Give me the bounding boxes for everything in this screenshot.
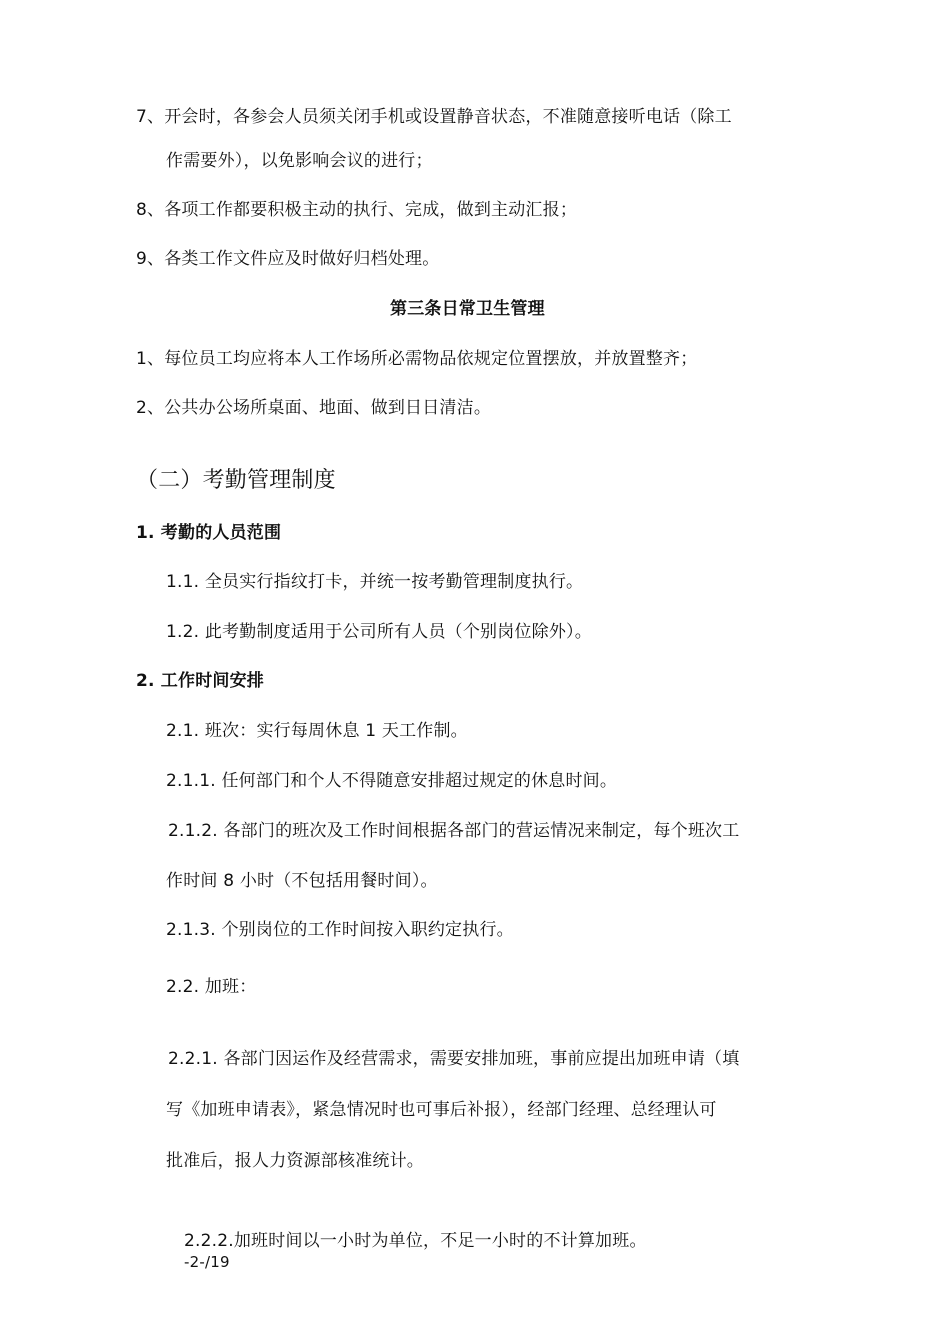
attendance-heading: （二）考勤管理制度 (136, 468, 336, 493)
clause-2-1-1: 2.1.1. 任何部门和个人不得随意安排超过规定的休息时间。 (166, 771, 618, 791)
section-2-title: 2. 工作时间安排 (136, 671, 265, 691)
clause-2-1-3: 2.1.3. 个别岗位的工作时间按入职约定执行。 (166, 920, 514, 940)
article-3-item-1: 1、每位员工均应将本人工作场所必需物品依规定位置摆放，并放置整齐； (136, 349, 698, 369)
item-7-line-1: 7、开会时，各参会人员须关闭手机或设置静音状态，不准随意接听电话（除工 (136, 107, 732, 127)
item-8: 8、各项工作都要积极主动的执行、完成，做到主动汇报； (136, 200, 578, 220)
page-number: -2-/19 (184, 1253, 230, 1271)
article-3-item-2: 2、公共办公场所桌面、地面、做到日日清洁。 (136, 398, 492, 418)
clause-2-2-1-line-1: 2.2.1. 各部门因运作及经营需求，需要安排加班，事前应提出加班申请（填 (168, 1049, 740, 1069)
clause-2-1-2-line-1: 2.1.2. 各部门的班次及工作时间根据各部门的营运情况来制定，每个班次工 (168, 821, 740, 841)
clause-1-2: 1.2. 此考勤制度适用于公司所有人员（个别岗位除外）。 (166, 622, 592, 642)
article-3-title: 第三条日常卫生管理 (390, 299, 545, 319)
clause-2-1-2-line-2: 作时间 8 小时（不包括用餐时间）。 (166, 871, 438, 891)
section-1-title: 1. 考勤的人员范围 (136, 523, 282, 543)
clause-1-1: 1.1. 全员实行指纹打卡，并统一按考勤管理制度执行。 (166, 572, 584, 592)
clause-2-1: 2.1. 班次：实行每周休息 1 天工作制。 (166, 721, 468, 741)
clause-2-2: 2.2. 加班： (166, 977, 257, 997)
clause-2-2-1-line-2: 写《加班申请表》，紧急情况时也可事后补报），经部门经理、总经理认可 (166, 1100, 717, 1120)
clause-2-2-1-line-3: 批准后，报人力资源部核准统计。 (166, 1151, 424, 1171)
clause-2-2-2: 2.2.2.加班时间以一小时为单位，不足一小时的不计算加班。 (184, 1231, 647, 1251)
item-7-line-2: 作需要外），以免影响会议的进行； (166, 151, 433, 171)
item-9: 9、各类工作文件应及时做好归档处理。 (136, 249, 440, 269)
